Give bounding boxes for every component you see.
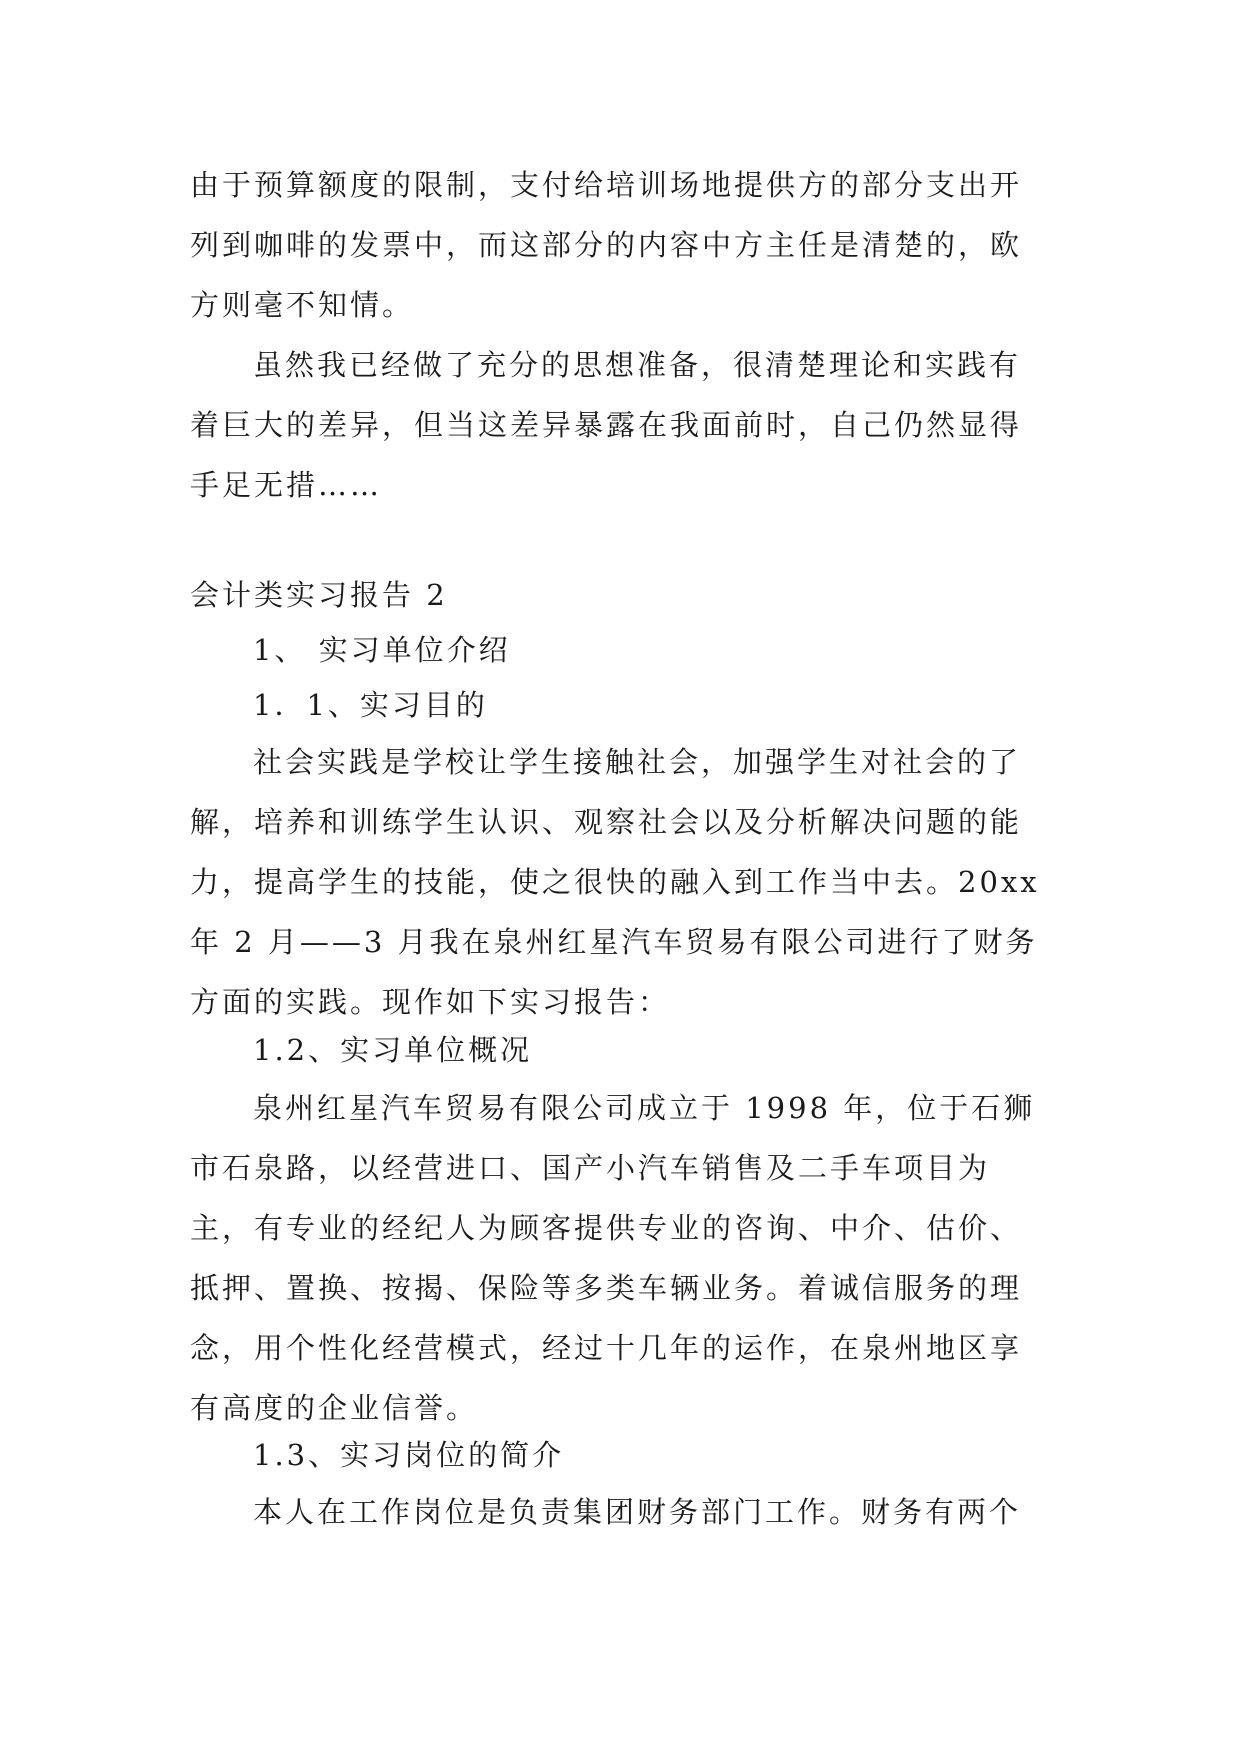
heading-unit-intro: 1、 实习单位介绍: [253, 633, 511, 667]
heading-unit-overview: 1.2、实习单位概况: [253, 1033, 533, 1067]
heading-position-intro: 1.3、实习岗位的简介: [253, 1438, 565, 1472]
paragraph-position: 本人在工作岗位是负责集团财务部门工作。财务有两个: [253, 1495, 1022, 1529]
paragraph-budget-note: 由于预算额度的限制，支付给培训场地提供方的部分支出开列到咖啡的发票中，而这部分的内容中方主任是清楚的，欧方则毫不知情。: [190, 168, 1023, 322]
heading-purpose: 1．1、实习目的: [253, 688, 488, 722]
paragraph-purpose: 社会实践是学校让学生接触社会，加强学生对社会的了解，培养和训练学生认识、观察社会以及分析解决问题的能力，提高学生的技能，使之很快的融入到工作当中去。20xx 年 2 月——3 月我在泉州红星汽车贸易有限公司进行了财务方面的实践。现作如下实习报告：: [190, 745, 1040, 1019]
section-title: 会计类实习报告 2: [190, 578, 448, 612]
paragraph-theory-practice: 虽然我已经做了充分的思想准备，很清楚理论和实践有着巨大的差异，但当这差异暴露在我面前时，自己仍然显得手足无措……: [190, 348, 1023, 502]
paragraph-company-overview: 泉州红星汽车贸易有限公司成立于 1998 年，位于石狮市石泉路，以经营进口、国产小汽车销售及二手车项目为主，有专业的经纪人为顾客提供专业的咨询、中介、估价、抵押、置换、按揭、保险等多类车辆业务。着诚信服务的理念，用个性化经营模式，经过十几年的运作，在泉州地区享有高度的企业信誉。: [190, 1091, 1036, 1425]
